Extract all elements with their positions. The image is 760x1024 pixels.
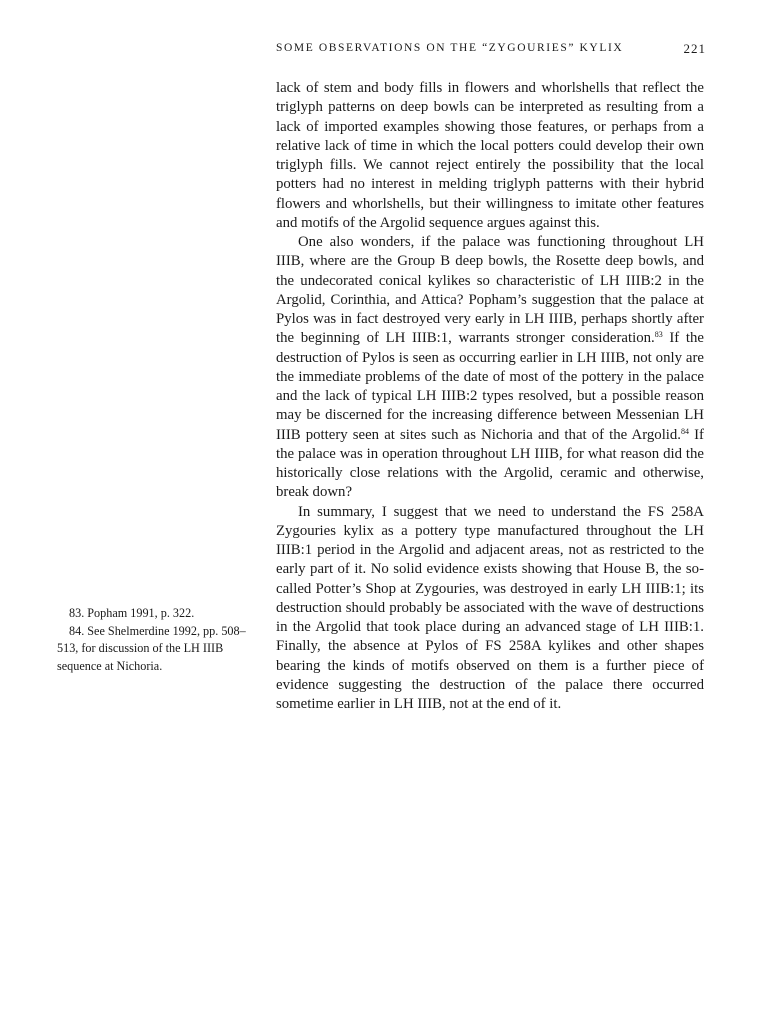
body-paragraph-2-part-c: If the palace was in operation throughout LH IIIB, for what reason did the historically close relations with the Argolid, ceramic and otherwise, break down? <box>276 426 704 501</box>
footnote-84: 84. See Shelmerdine 1992, pp. 508–513, for discussion of the LH IIIB sequence at Nichoria. <box>57 623 246 673</box>
footnote-ref-83: 83 <box>654 330 663 340</box>
running-title: SOME OBSERVATIONS ON THE “ZYGOURIES” KYLIX <box>276 42 624 54</box>
body-paragraph-2 <box>276 233 704 503</box>
page-number: 221 <box>683 41 706 56</box>
body-paragraph-2-part-b: If the destruction of Pylos is seen as occurring earlier in LH IIIB, not only are the immediate problems of the date of most of the pottery in the palace and the lack of typical LH IIIB:2 types resolved, but a possible reason may be discerned for the increasing difference between Messenian LH IIIB pottery seen at sites such as Nichoria and that of the Argolid. <box>276 330 704 443</box>
footnotes <box>57 605 252 675</box>
footnote-ref-84: 84 <box>681 426 690 436</box>
running-head <box>276 42 706 62</box>
body-paragraph-3: In summary, I suggest that we need to understand the FS 258A Zygouries kylix as a pottery type manufactured throughout the LH IIIB:1 period in the Argolid and adjacent areas, not as restricted to the early part of it. No solid evidence exists showing that House B, the so-called Potter’s Shop at Zygouries, was destroyed in early LH IIIB:1; its destruction should probably be associated with the wave of destructions in the Argolid that took place during an advanced stage of LH IIIB:1. Finally, the absence at Pylos of FS 258A kylikes and other shapes bearing the kinds of motifs observed on them is a further piece of evidence suggesting the destruction of the palace there occurred sometime earlier in LH IIIB, not at the end of it. <box>276 503 704 712</box>
footnote-83: 83. Popham 1991, p. 322. <box>69 606 195 620</box>
body-paragraph-2-part-a: One also wonders, if the palace was functioning throughout LH IIIB, where are the Group B deep bowls, the Rosette deep bowls, and the undecorated conical kylikes so characteristic of LH IIIB:2 in the Argolid, Corinthia, and Attica? Popham’s suggestion that the palace at Pylos was in fact destroyed very early in LH IIIB, perhaps shortly after the beginning of LH IIIB:1, warrants stronger consideration. <box>276 234 704 347</box>
main-text-column <box>276 79 704 714</box>
body-paragraph-1: lack of stem and body fills in flowers and whorlshells that reflect the triglyph patterns on deep bowls can be interpreted as resulting from a lack of imported examples showing those features, or perhaps from a relative lack of time in which the local potters could develop their own triglyph fills. We cannot reject entirely the possibility that the local potters had no interest in melding triglyph patterns with their hybrid flowers and whorlshells, but their willingness to imitate other features and motifs of the Argolid sequence argues against this. <box>276 80 704 231</box>
